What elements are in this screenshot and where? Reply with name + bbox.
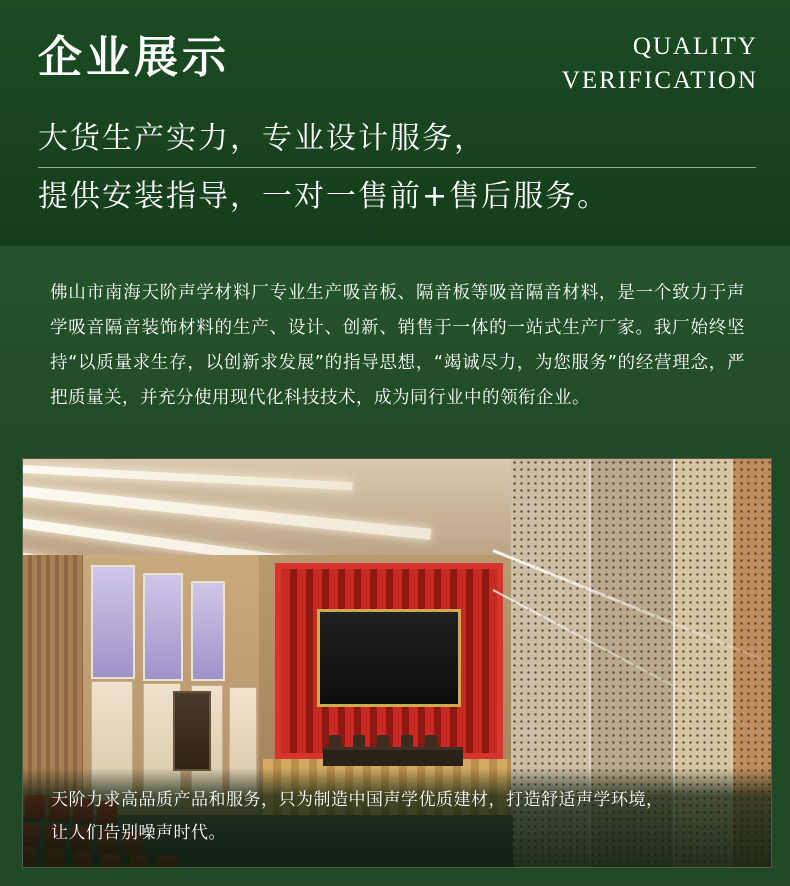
photo-section <box>0 458 790 886</box>
header-banner <box>0 0 790 246</box>
company-intro-section <box>0 246 790 458</box>
page-title: 企业展示 <box>38 32 230 83</box>
acoustic-panel-blue <box>191 581 225 681</box>
title-english-line1: QUALITY <box>632 33 758 60</box>
company-intro-paragraph: 佛山市南海天阶声学材料厂专业生产吸音板、隔音板等吸音隔音材料，是一个致力于声学吸音隔音装饰材料的生产、设计、创新、销售于一体的一站式生产厂家。我厂始终坚持“以质量求生存，以创新求发展”的指导思想，“竭诚尽力，为您服务”的经营理念，严把质量关，并充分使用现代化科技技术，成为同行业中的领衔企业。 <box>50 283 745 408</box>
subtitle-line-1: 大货生产实力，专业设计服务， <box>38 121 486 156</box>
auditorium-photo <box>22 458 772 868</box>
photo-caption-line1: 天阶力求高品质产品和服务，只为制造中国声学优质建材，打造舒适声学环境， <box>51 790 664 811</box>
subtitle-line-2: 提供安装指导，一对一售前+售后服务。 <box>38 178 610 214</box>
title-english <box>562 30 758 98</box>
header-subtitle <box>38 116 758 220</box>
photo-caption-line2: 让人们告别噪声时代。 <box>51 822 226 843</box>
side-door <box>173 691 211 771</box>
acoustic-panel-blue <box>143 573 183 681</box>
title-english-line2: VERIFICATION <box>561 66 758 94</box>
stage-table <box>323 747 463 766</box>
photo-caption <box>23 768 771 867</box>
header-top-row <box>38 26 758 110</box>
subtitle-divider <box>38 167 756 168</box>
acoustic-panel-blue <box>91 565 135 679</box>
stage-proscenium <box>275 563 503 759</box>
stage-screen <box>317 609 461 707</box>
